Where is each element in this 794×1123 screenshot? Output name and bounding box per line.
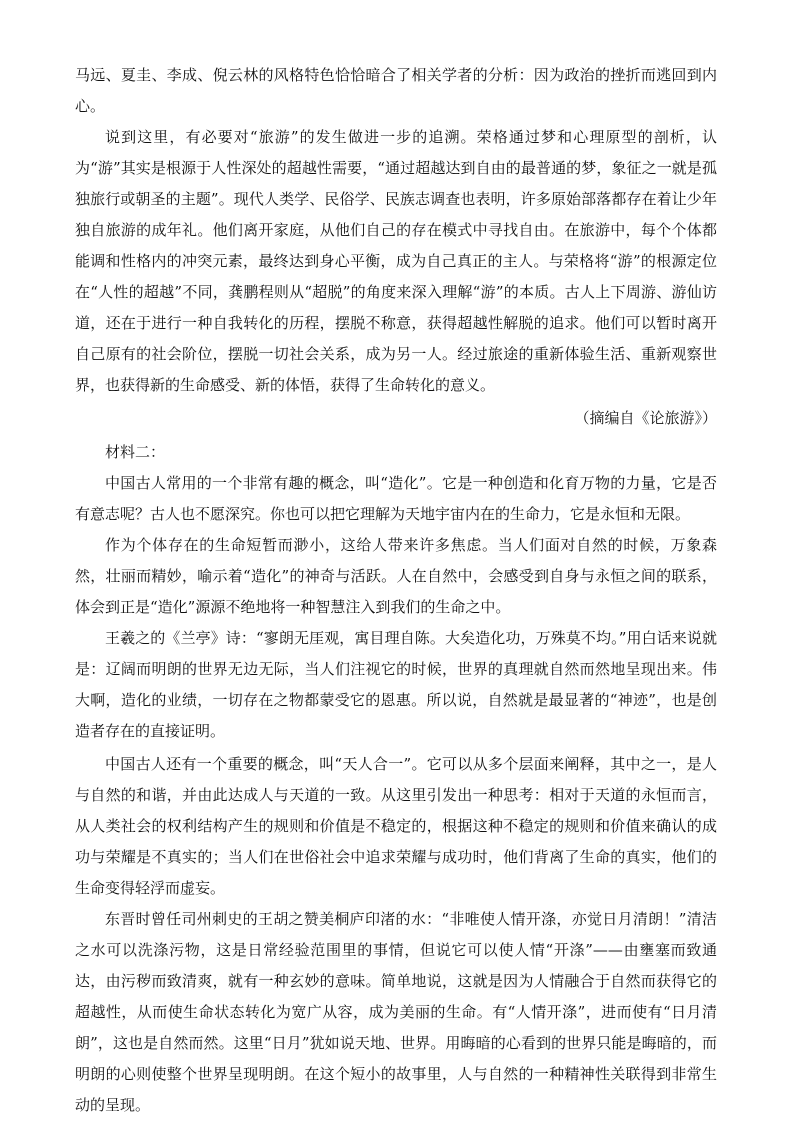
paragraph-travel-origin: 说到这里，有必要对“旅游”的发生做进一步的追溯。荣格通过梦和心理原型的剖析，认为“游”其实是根源于人性深处的超越性需要，“通过超越达到自由的最普通的梦，象征之一就是孤独旅行或朝圣的主题”。现代人类学、民俗学、民族志调查也表明，许多原始部落都存在着让少年独自旅游的成年礼。他们离开家庭，从他们自己的存在模式中寻找自由。在旅游中，每个个体都能调和性格内的冲突元素，最终达到身心平衡，成为自己真正的主人。与荣格将“游”的根源定位在“人性的超越”不同，龚鹏程则从“超脱”的角度来深入理解“游”的本质。古人上下周游、游仙访道，还在于进行一种自我转化的历程，摆脱不称意，获得超越性解脱的追求。他们可以暂时离开自己原有的社会阶位，摆脱一切社会关系，成为另一人。经过旅途的重新体验生活、重新观察世界，也获得新的生命感受、新的体悟，获得了生命转化的意义。 — [75, 128, 717, 394]
source-citation: （摘编自《论旅游》） — [574, 409, 717, 427]
document-body — [75, 60, 717, 1121]
paragraph-life-anxiety: 作为个体存在的生命短暂而渺小，这给人带来许多焦虑。当人们面对自然的时候，万象森然，壮丽而精妙，喻示着“造化”的神奇与活跃。人在自然中，会感受到自身与永恒之间的联系，体会到正是“造化”源源不绝地将一种智慧注入到我们的生命之中。 — [75, 536, 717, 616]
paragraph-tian-ren-he-yi: 中国古人还有一个重要的概念，叫“天人合一”。它可以从多个层面来阐释，其中之一，是人与自然的和谐，并由此达成人与天道的一致。从这里引发出一种思考：相对于天道的永恒而言，从人类社会的权利结构产生的规则和价值是不稳定的，根据这种不稳定的规则和价值来确认的成功与荣耀是不真实的；当人们在世俗社会中追求荣耀与成功时，他们背离了生命的真实，他们的生命变得轻浮而虚妄。 — [75, 755, 717, 897]
material-two-label: 材料二： — [105, 443, 166, 461]
paragraph-intro: 马远、夏圭、李成、倪云林的风格特色恰恰暗合了相关学者的分析：因为政治的挫折而逃回到内心。 — [75, 66, 717, 115]
paragraph-wang-huzhi: 东晋时曾任司州刺史的王胡之赞美桐庐印渚的水：“非唯使人情开涤，亦觉日月清朗！”清洁之水可以洗涤污物，这是日常经验范围里的事情，但说它可以使人情“开涤”——由壅塞而致通达，由污秽而致清爽，就有一种玄妙的意味。简单地说，这就是因为人情融合于自然而获得它的超越性，从而使生命状态转化为宽广从容，成为美丽的生命。有“人情开涤”，进而使有“日月清朗”，这也是自然而然。这里“日月”犹如说天地、世界。用晦暗的心看到的世界只能是晦暗的，而明朗的心则使整个世界呈现明朗。在这个短小的故事里，人与自然的一种精神性关联得到非常生动的呈现。 — [75, 910, 717, 1114]
paragraph-wang-xizhi: 王羲之的《兰亭》诗：“寥朗无厓观，寓目理自陈。大矣造化功，万殊莫不均。”用白话来说就是：辽阔而明朗的世界无边无际，当人们注视它的时候，世界的真理就自然而然地呈现出来。伟大啊，造化的业绩，一切存在之物都蒙受它的恩惠。所以说，自然就是最显著的“神迹”，也是创造者存在的直接证明。 — [75, 629, 717, 740]
paragraph-zaohua: 中国古人常用的一个非常有趣的概念，叫“造化”。它是一种创造和化育万物的力量，它是否有意志呢？古人也不愿深究。你也可以把它理解为天地宇宙内在的生命力，它是永恒和无限。 — [75, 474, 717, 523]
